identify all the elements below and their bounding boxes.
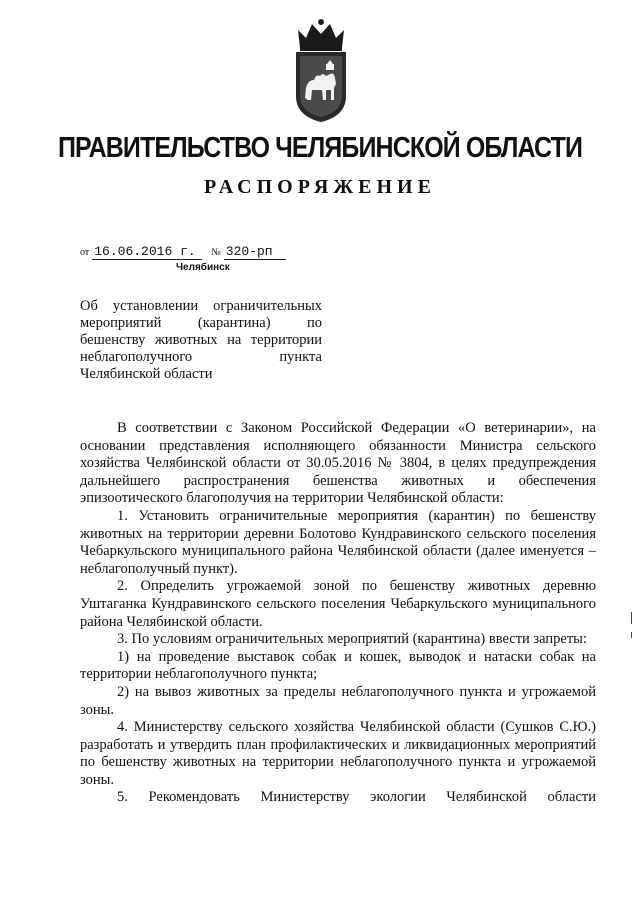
document-subject: Об установлении ограничительных мероприятий (карантина) по бешенству животных на территории неблагополучного пункта Челябинской области bbox=[80, 298, 322, 382]
organization-title: ПРАВИТЕЛЬСТВО ЧЕЛЯБИНСКОЙ ОБЛАСТИ bbox=[57, 132, 583, 164]
date-prefix: от bbox=[80, 247, 90, 258]
coat-of-arms-icon bbox=[290, 18, 352, 124]
body-paragraph: 1) на проведение выставок собак и кошек, выводок и натаски собак на территории неблагополучного пункта; bbox=[80, 648, 596, 683]
document-date: 16.06.2016 г. bbox=[92, 244, 202, 260]
scan-edge-mark bbox=[631, 632, 632, 638]
body-paragraph: 5. Рекомендовать Министерству экологии Челябинской области bbox=[117, 789, 596, 806]
document-city: Челябинск bbox=[176, 262, 230, 273]
body-paragraph: 2) на вывоз животных за пределы неблагополучного пункта и угрожаемой зоны. bbox=[80, 683, 596, 718]
document-type-heading: РАСПОРЯЖЕНИЕ bbox=[204, 176, 436, 198]
body-paragraph: 1. Установить ограничительные мероприятия (карантин) по бешенству животных на территории деревни Болотово Кундравинского сельского поселения Чебаркульского муниципального района Челябинской области (далее именуется – неблагополучный пункт). bbox=[80, 507, 596, 577]
scan-edge-mark bbox=[631, 612, 632, 624]
body-paragraph: 3. По условиям ограничительных мероприятий (карантина) ввести запреты: bbox=[117, 631, 587, 648]
document-meta bbox=[80, 244, 286, 260]
body-paragraph: В соответствии с Законом Российской Федерации «О ветеринарии», на основании представления исполняющего обязанности Министра сельского хозяйства Челябинской области от 30.05.2016 № 3804, в целях предупреждения дальнейшего распространения бешенства животных и обеспечения эпизоотического благополучия на территории Челябинской области: bbox=[80, 420, 596, 507]
document-body bbox=[80, 420, 596, 807]
document-number: 320-рп bbox=[224, 244, 286, 260]
number-prefix: № bbox=[211, 247, 221, 258]
body-paragraph: 2. Определить угрожаемой зоной по бешенству животных деревню Уштаганка Кундравинского сельского поселения Чебаркульского муниципального района Челябинской области. bbox=[80, 578, 596, 630]
body-paragraph: 4. Министерству сельского хозяйства Челябинской области (Сушков С.Ю.) разработать и утвердить план профилактических и ликвидационных мероприятий по бешенству животных на территории неблагополучного пункта и угрожаемой зоны. bbox=[80, 719, 596, 788]
